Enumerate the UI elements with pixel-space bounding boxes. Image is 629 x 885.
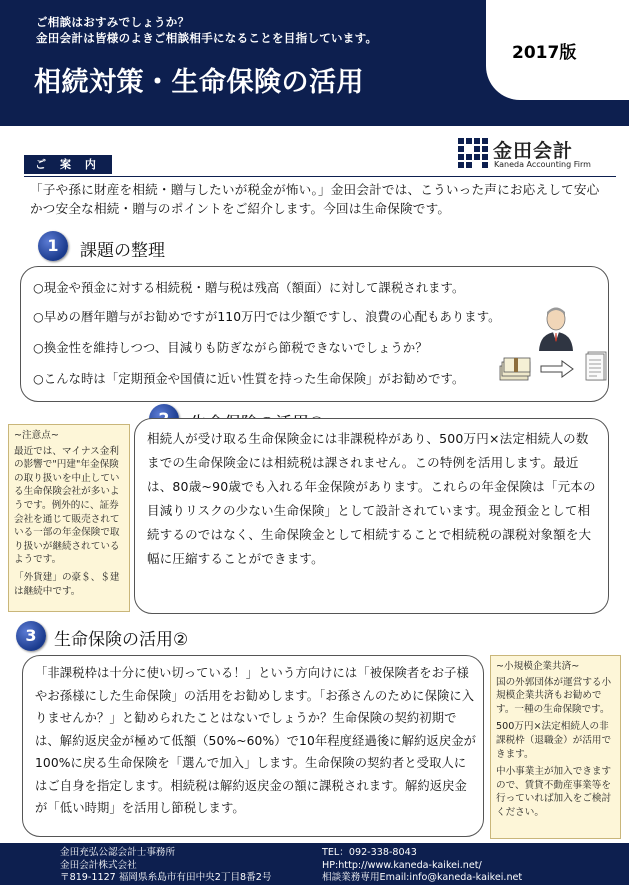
mutual-aid-p3: 中小事業主が加入できますので、賃貸不動産事業等を行っていれば加入をご検討ください。 xyxy=(496,766,612,818)
header-tagline-2: 金田会計は皆様のよきご相談相手になることを目指しています。 xyxy=(36,31,378,45)
section-number-badge: 3 xyxy=(16,621,46,651)
section-title: 生命保険の活用② xyxy=(54,630,189,650)
company-logo xyxy=(458,136,608,172)
footer-org-2: 金田会計株式会社 xyxy=(60,859,137,871)
header-banner xyxy=(0,0,629,126)
logo-grid-icon xyxy=(458,138,488,168)
footer-tel: TEL：092-338-8043 xyxy=(322,847,417,858)
section-number-badge: 1 xyxy=(38,231,68,261)
footer-email-link[interactable]: 相談業務専用Email:info@kaneda-kaikei.net xyxy=(322,872,523,883)
page-title: 相続対策・生命保険の活用 xyxy=(34,67,364,98)
cash-stack-icon xyxy=(498,356,532,382)
issue-line: ○現金や預金に対する相続税・贈与税は残高（額面）に対して課税されます。 xyxy=(33,281,465,295)
advisor-icon xyxy=(536,305,576,351)
arrow-right-icon xyxy=(540,360,574,378)
issue-line: ○早めの暦年贈与がお勧めですが110万円では少額ですし、浪費の心配もあります。 xyxy=(33,310,501,324)
footer-org-info xyxy=(60,847,271,885)
document-icon xyxy=(584,350,608,382)
caution-note-heading: ~注意点~ xyxy=(14,430,59,441)
footer-homepage-link[interactable]: HP:http://www.kaneda-kaikei.net/ xyxy=(322,859,482,871)
section-2-body: 相続人が受け取る生命保険金には非課税枠があり、500万円×法定相続人の数までの生命保険金には相続税は課されません。この特例を活用します。最近は、80歳~90歳でも入れる年金保険があります。これらの年金保険は「元本の目減りリスクの少ない生命保険」として設計されています。現金預金として相続するのではなく、生命保険金として相続することで相続税の課税対象額を大幅に圧縮することができます。 xyxy=(147,431,596,566)
section-3-box xyxy=(22,655,484,837)
year-badge xyxy=(486,0,629,100)
mutual-aid-p1: 国の外郭団体が運営する小規模企業共済もお勧めです。一種の生命保険です。 xyxy=(496,676,612,715)
footer-org-1: 金田充弘公認会計士事務所 xyxy=(60,847,176,858)
section-2-box xyxy=(134,418,609,614)
mutual-aid-heading: ~小規模企業共済~ xyxy=(496,661,580,672)
notice-divider xyxy=(24,176,616,177)
notice-label: ご 案 内 xyxy=(24,155,112,174)
mutual-aid-p2: 500万円×法定相続人の非課税枠（退職金）が活用できます。 xyxy=(496,721,612,760)
section-title: 課題の整理 xyxy=(80,241,165,261)
caution-note-body: 最近では、マイナス金利の影響で"円建"年金保険の取り扱いを中止している生命保険会社が多いようです。例外的に、証券会社を通じて販売されている一部の年金保険で取り扱いが継続されているようです。 xyxy=(14,445,120,566)
issue-line: ○こんな時は「定期預金や国債に近い性質を持った生命保険」がお勧めです。 xyxy=(33,372,465,386)
logo-name-jp: 金田会計 xyxy=(493,140,574,162)
issue-line: ○換金性を維持しつつ、目減りも防ぎながら節税できないでしょうか？ xyxy=(33,341,428,355)
caution-note-footer: 「外貨建」の豪＄、＄建は継続中です。 xyxy=(14,571,120,597)
footer-contact xyxy=(322,847,522,885)
caution-note xyxy=(8,424,130,612)
logo-name-en: Kaneda Accounting Firm xyxy=(494,160,591,169)
year-label: 2017版 xyxy=(512,43,577,63)
footer-address: 〒819-1127 福岡県糸島市有田中央2丁目8番2号 xyxy=(60,872,272,883)
footer xyxy=(0,843,629,885)
header-tagline-1: ご相談はおすみでしょうか？ xyxy=(36,15,190,29)
mutual-aid-note xyxy=(490,655,621,839)
section-3-body: 「非課税枠は十分に使い切っている！」という方向けには「被保険者をお子様やお孫様にした生命保険」の活用をお勧めします。「お孫さんのために保険に入りませんか？」と勧められたことはないでしょうか？生命保険の契約初期では、解約返戻金が極めて低額（50%~60%）で10年程度経過後に解約返戻金が100%に戻る生命保険を「選んで加入」します。生命保険の契約者と受取人にはご自身を指定します。相続税は解約返戻金の額に課税されます。解約返戻金が「低い時期」を活用し節税します。 xyxy=(35,666,477,815)
intro-text: 「子や孫に財産を相続・贈与したいが税金が怖い。」金田会計では、こういった声にお応えして安心かつ安全な相続・贈与のポイントをご紹介します。今回は生命保険です。 xyxy=(30,182,600,216)
